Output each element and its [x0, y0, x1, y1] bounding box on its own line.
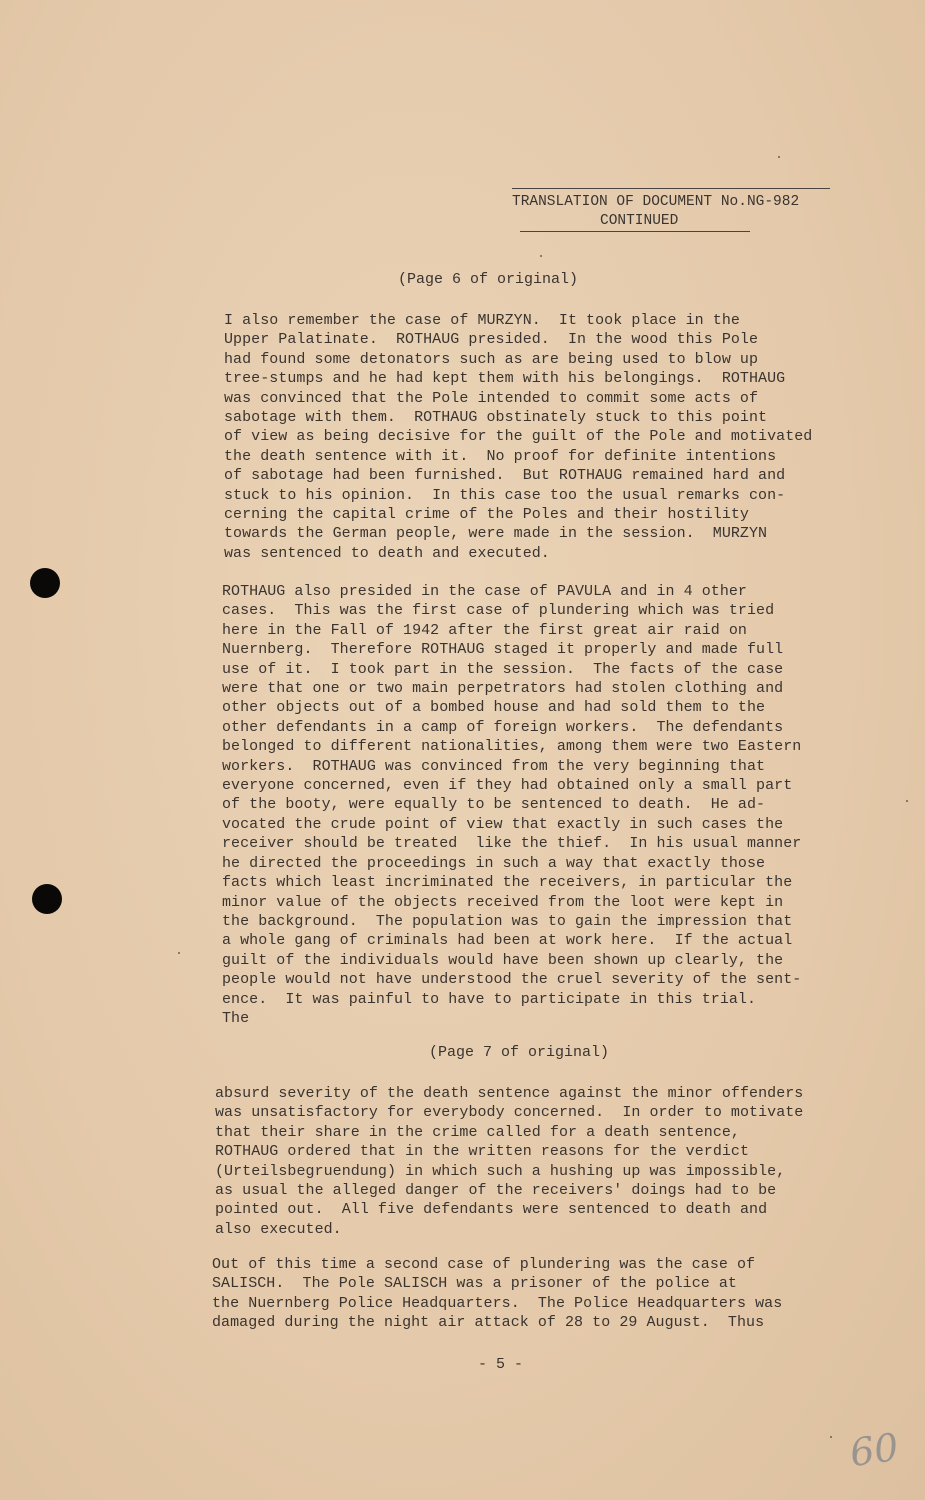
punch-hole-bottom — [32, 884, 62, 914]
header-bottom-rule — [520, 231, 750, 232]
page-6-label: (Page 6 of original) — [398, 271, 579, 288]
paper-speck — [830, 1436, 832, 1438]
paper-speck — [540, 255, 542, 257]
header-top-rule — [512, 188, 830, 189]
paragraph-severity: absurd severity of the death sentence against the minor offenders was unsatisfactory for everybody concerned. In order to motivate that their share in the crime called for a death sentence, ROTHAUG ordered that in the written reasons for the verdict (Urteilsbegruendung) in which such a hushing up was impossible, as usual the alleged danger of the receivers' doings had to be pointed out. All five defendants were sentenced to death and also executed. — [215, 1085, 804, 1238]
document-header — [512, 188, 832, 232]
paper-speck — [778, 156, 780, 158]
handwritten-page-number: 60 — [847, 1424, 902, 1476]
paragraph-pavula: ROTHAUG also presided in the case of PAVULA and in 4 other cases. This was the first case of plundering which was tried here in the Fall of 1942 after the first great air raid on Nuernberg. Therefore ROTHAUG staged it properly and made full use of it. I took part in the session. The facts of the case were that one or two main perpetrators had stolen clothing and other objects out of a bombed house and had sold them to the other defendants in a camp of foreign workers. The defendants belonged to different nationalities, among them were two Eastern workers. ROTHAUG was convinced from the very beginning that everyone concerned, even if they had obtained only a small part of the booty, were equally to be sentenced to death. He ad- vocated the crude point of view that exactly in such cases the receiver should be treated like the thief. In his usual manner he directed the proceedings in such a way that exactly those facts which least incriminated the receivers, in particular the minor value of the objects received from the loot were kept in the background. The population was to gain the impression that a whole gang of criminals had been at work here. If the actual guilt of the individuals would have been shown up clearly, the people would not have understood the cruel severity of the sent- ence. It was painful to have to participate in this trial. The — [222, 583, 802, 1027]
header-title: TRANSLATION OF DOCUMENT No.NG-982 — [512, 194, 800, 210]
page-7-label: (Page 7 of original) — [429, 1044, 610, 1061]
paragraph-murzyn: I also remember the case of MURZYN. It took place in the Upper Palatinate. ROTHAUG presided. In the wood this Pole had found some detonators such as are being used to blow up tree-stumps and he had kept them with his belongings. ROTHAUG was convinced that the Pole intended to commit some acts of sabotage with them. ROTHAUG obstinately stuck to this point of view as being decisive for the guilt of the Pole and motivated the death sentence with it. No proof for definite intentions of sabotage had been furnished. But ROTHAUG remained hard and stuck to his opinion. In this case too the usual remarks con- cerning the capital crime of the Poles and their hostility towards the German people, were made in the session. MURZYN was sentenced to death and executed. — [224, 312, 813, 562]
paragraph-salisch: Out of this time a second case of plundering was the case of SALISCH. The Pole SALISCH was a prisoner of the police at the Nuernberg Police Headquarters. The Police Headquarters was damaged during the night air attack of 28 to 29 August. Thus — [212, 1256, 783, 1332]
paper-speck — [906, 800, 908, 802]
punch-hole-top — [30, 568, 60, 598]
page-number: - 5 - — [478, 1356, 524, 1373]
header-subtitle: CONTINUED — [600, 213, 679, 229]
paper-speck — [178, 952, 180, 954]
